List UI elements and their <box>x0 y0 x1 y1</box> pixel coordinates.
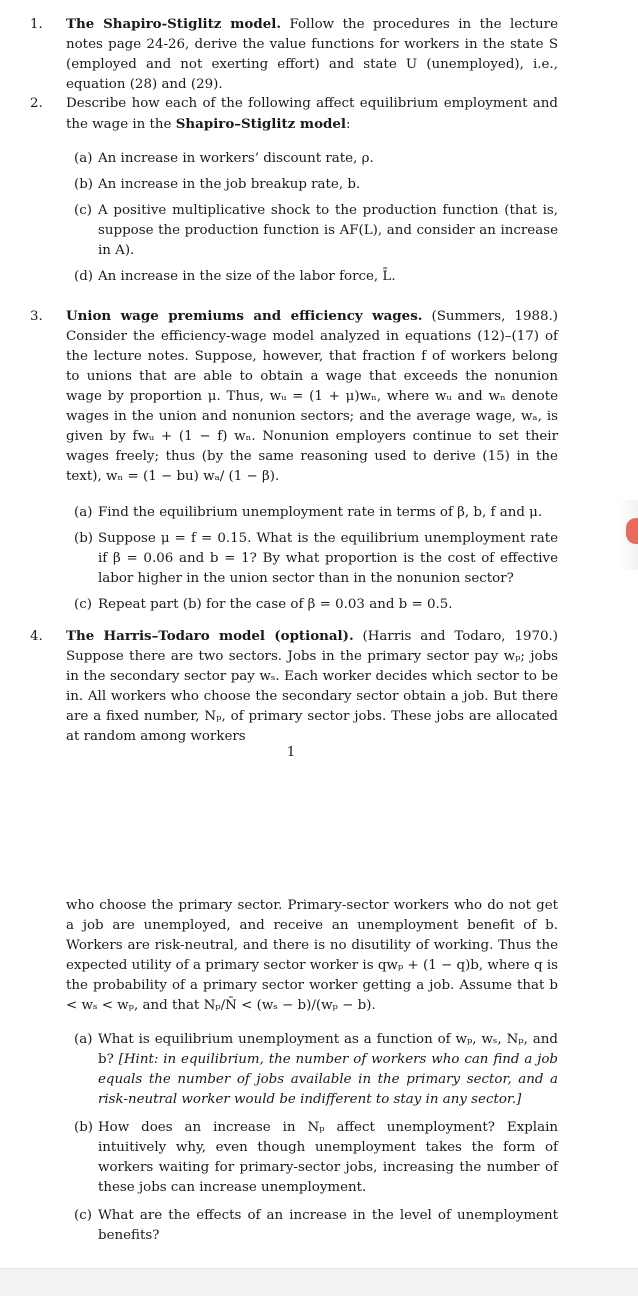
subquestion-text: Repeat part (b) for the case of β = 0.03 and b = 0.5. <box>98 597 453 612</box>
subquestion-text: Find the equilibrium unemployment rate in terms of β, b, f and μ. <box>98 505 543 520</box>
question-number: 1. <box>30 17 43 32</box>
subquestion-text: How does an increase in Nₚ affect unemployment? Explain intuitively why, even though unemployment takes the form of workers waiting for primary-sector jobs, increasing the number of these jobs can increase unemployment. <box>98 1120 558 1195</box>
question-text: Follow the procedures in the lecture notes page 24-26, derive the value functions for workers in the state S (employed and not exerting effort) and state U (unemployed), i.e., equation (28) and (29). <box>66 17 558 92</box>
subquestion-text: An increase in the size of the labor force, L̄. <box>98 269 396 284</box>
question-number: 2. <box>30 96 43 111</box>
question-4-continued <box>48 896 558 1246</box>
question-text: (Harris and Todaro, 1970.) Suppose there are two sectors. Jobs in the primary sector pay wₚ; jobs in the secondary sector pay wₛ. Each worker decides which sector to be in. All workers who choose the secondary sector obtain a job. But there are a fixed number, Nₚ, of primary sector jobs. These jobs are allocated at random among workers <box>66 629 558 744</box>
question-2 <box>30 94 558 287</box>
subquestion-2d <box>48 267 558 287</box>
subquestion-text: An increase in workers’ discount rate, ρ. <box>98 151 374 166</box>
question-text: Describe how each of the following affect equilibrium employment and the wage in the <box>66 96 558 132</box>
question-text: who choose the primary sector. Primary-sector workers who do not get a job are unemployed, and receive an unemployment benefit of b. Workers are risk-neutral, and there is no disutility of working. Thus the expected utility of a primary sector worker is qwₚ + (1 − q)b, where q is the probability of a primary sector worker getting a job. Assume that b < wₛ < wₚ, and that Nₚ/N̄ < (wₛ − b)/(wₚ − b). <box>66 898 558 1013</box>
subquestion-label: (c) <box>74 203 92 218</box>
subquestion-4b <box>48 1118 558 1198</box>
subquestion-3b <box>48 529 558 589</box>
subquestion-label: (b) <box>74 177 94 192</box>
question-title: Shapiro–Stiglitz model <box>175 116 346 132</box>
subquestion-label: (c) <box>74 1208 92 1223</box>
subquestion-label: (a) <box>74 151 93 166</box>
question-number: 4. <box>30 629 43 644</box>
page-number: 1 <box>286 745 296 760</box>
colon: : <box>345 117 351 132</box>
document-page-2 <box>0 780 638 1295</box>
question-3 <box>30 306 558 615</box>
hint-text: [Hint: in equilibrium, the number of workers who can find a job equals the number of jobs available in the primary sector, and a risk-neutral worker would be indifferent to stay in any sector.] <box>98 1052 558 1107</box>
subquestion-4a <box>48 1030 558 1110</box>
subquestion-label: (a) <box>74 1032 93 1047</box>
subquestion-label: (a) <box>74 505 93 520</box>
subquestion-4c <box>48 1206 558 1246</box>
subquestion-text: A positive multiplicative shock to the production function (that is, suppose the production function is AF(L), and consider an increase in A). <box>98 203 558 258</box>
question-number: 3. <box>30 309 43 324</box>
question-text: (Summers, 1988.) Consider the efficiency-wage model analyzed in equations (12)–(17) of the lecture notes. Suppose, however, that fraction f of workers belong to unions that are able to obtain a wage that exceeds the nonunion wage by proportion μ. Thus, wᵤ = (1 + μ)wₙ, where wᵤ and wₙ denote wages in the union and nonunion sectors; and the average wage, wₐ, is given by fwᵤ + (1 − f) wₙ. Nonunion employers continue to set their wages freely; thus (by the same reasoning used to derive (15) in the text), wₙ = (1 − bu) wₐ/ (1 − β). <box>66 309 558 484</box>
question-1 <box>30 14 558 95</box>
question-title: Union wage premiums and efficiency wages. <box>66 308 423 324</box>
subquestion-label: (c) <box>74 597 92 612</box>
subquestion-3c <box>48 595 558 615</box>
question-title: The Shapiro-Stiglitz model. <box>66 16 281 32</box>
subquestion-text: An increase in the job breakup rate, b. <box>98 177 361 192</box>
subquestion-2b <box>48 175 558 195</box>
floating-action-handle[interactable] <box>626 518 638 544</box>
subquestion-2c <box>48 201 558 261</box>
bottom-bar <box>0 1268 638 1296</box>
subquestion-label: (d) <box>74 269 94 284</box>
subquestion-text: What are the effects of an increase in the level of unemployment benefits? <box>98 1208 558 1243</box>
subquestion-2a <box>48 149 558 169</box>
subquestion-text: What is equilibrium unemployment as a function of wₚ, wₛ, Nₚ, and b? <box>98 1032 558 1067</box>
subquestion-label: (b) <box>74 1120 94 1135</box>
subquestion-text: Suppose μ = f = 0.15. What is the equilibrium unemployment rate if β = 0.06 and b = 1? By what proportion is the cost of effective labor higher in the union sector than in the nonunion sector? <box>98 531 558 586</box>
question-4 <box>30 626 558 747</box>
question-title: The Harris–Todaro model (optional). <box>66 628 354 644</box>
subquestion-3a <box>48 503 558 523</box>
subquestion-label: (b) <box>74 531 94 546</box>
